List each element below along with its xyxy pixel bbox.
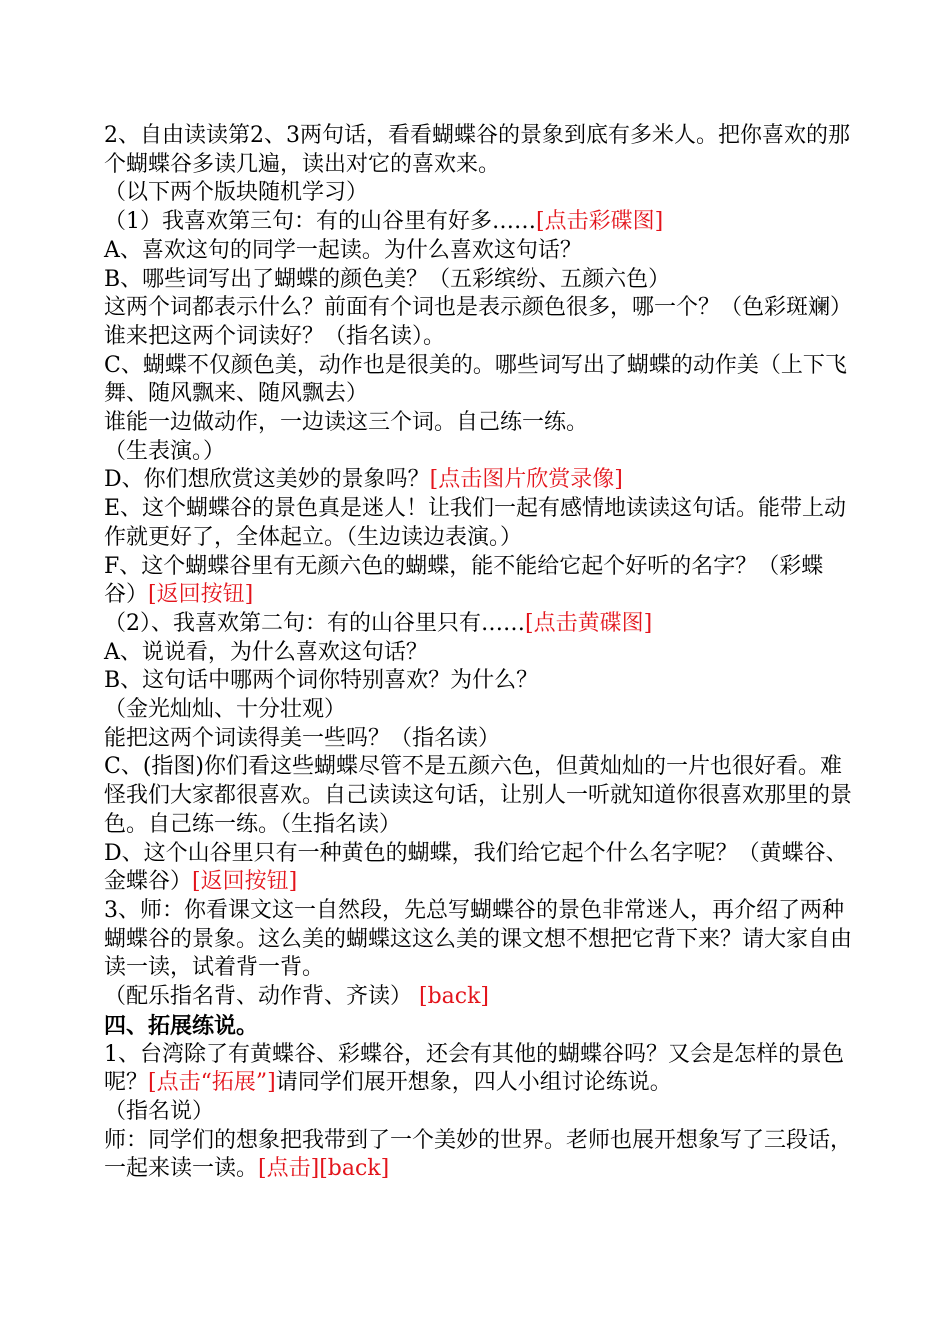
text-run: 能把这两个词读得美一些吗？（指名读） [104,725,501,751]
text-run: （1）我喜欢第三句：有的山谷里有好多…… [104,209,536,235]
paragraph [104,725,852,754]
paragraph [104,753,852,839]
paragraph [104,352,852,409]
paragraph [104,610,852,639]
text-run: 请同学们展开想象，四人小组讨论练说。 [275,1070,672,1096]
text-run: B、这句话中哪两个词你特别喜欢？为什么？ [104,668,539,694]
document-body [104,122,852,1184]
paragraph [104,179,852,208]
text-run: 师：同学们的想象把我带到了一个美妙的世界。老师也展开想象写了三段话，一起来读一读。 [104,1127,853,1182]
hyperlink-marker[interactable]: [点击] [258,1156,320,1182]
paragraph [104,1098,852,1127]
paragraph [104,323,852,352]
text-run: 四、拓展练说。 [104,1012,259,1039]
text-run: （指名说） [104,1098,215,1124]
paragraph [104,409,852,438]
text-run: B、哪些词写出了蝴蝶的颜色美？（五彩缤纷、五颜六色） [104,266,671,292]
text-run: C、蝴蝶不仅颜色美，动作也是很美的。哪些词写出了蝴蝶的动作美（上下飞舞、随风飘来、随风飘去） [104,352,847,407]
text-run: C、(指图)你们看这些蝴蝶尽管不是五颜六色，但黄灿灿的一片也很好看。难怪我们大家都很喜欢。自己读读这句话，让别人一听就知道你很喜欢那里的景色。自己练一练。（生指名读） [104,754,853,837]
text-run: 2、自由读读第2、3两句话，看看蝴蝶谷的景象到底有多米人。把你喜欢的那个蝴蝶谷多读几遍，读出对它的喜欢来。 [104,123,850,177]
paragraph [104,208,852,237]
text-run: A、喜欢这句的同学一起读。为什么喜欢这句话？ [104,237,582,263]
paragraph [104,983,852,1012]
section-heading [104,1012,852,1041]
text-run: 这两个词都表示什么？前面有个词也是表示颜色很多，哪一个？（色彩斑斓） [104,295,853,321]
paragraph [104,553,852,610]
paragraph [104,237,852,266]
text-run: F、这个蝴蝶谷里有无颜六色的蝴蝶，能不能给它起个好听的名字？（彩蝶谷） [104,553,824,608]
paragraph [104,840,852,897]
hyperlink-marker[interactable]: [返回按钮] [192,869,298,895]
hyperlink-marker[interactable]: [点击黄碟图] [525,610,653,636]
hyperlink-marker[interactable]: [back] [319,1156,390,1182]
text-run: （配乐指名背、动作背、齐读） [104,984,419,1010]
paragraph [104,495,852,552]
text-run: E、这个蝴蝶谷的景色真是迷人！让我们一起有感情地读读这句话。能带上动作就更好了，全体起立。（生边读边表演。） [104,496,847,550]
hyperlink-marker[interactable]: [点击图片欣赏录像] [429,467,623,493]
text-run: （2）、我喜欢第二句：有的山谷里只有…… [104,610,525,636]
text-run: D、你们想欣赏这美妙的景象吗？ [104,467,430,493]
hyperlink-marker[interactable]: [返回按钮] [148,582,254,608]
paragraph [104,438,852,467]
text-run: D、这个山谷里只有一种黄色的蝴蝶，我们给它起个什么名字呢？（黄蝶谷、金蝶谷） [104,840,848,895]
text-run: 3、师：你看课文这一自然段，先总写蝴蝶谷的景色非常迷人，再介绍了两种蝴蝶谷的景象。这么美的蝴蝶这这么美的课文想不想把它背下来？请大家自由读一读，试着背一背。 [104,897,853,981]
paragraph [104,1041,852,1098]
paragraph [104,466,852,495]
text-run: 谁能一边做动作，一边读这三个词。自己练一练。 [104,410,589,436]
paragraph [104,1127,852,1184]
text-run: A、说说看，为什么喜欢这句话？ [104,639,428,665]
paragraph [104,266,852,295]
paragraph [104,639,852,668]
hyperlink-marker[interactable]: [back] [419,984,490,1010]
text-run: （生表演。） [104,438,226,464]
text-run: 1、台湾除了有黄蝶谷、彩蝶谷，还会有其他的蝴蝶谷吗？又会是怎样的景色呢？ [104,1041,844,1096]
paragraph [104,897,852,983]
hyperlink-marker[interactable]: [点击“拓展”] [148,1070,276,1096]
text-run: 谁来把这两个词读好？（指名读）。 [104,323,446,349]
text-run: （以下两个版块随机学习） [104,180,369,206]
paragraph [104,294,852,323]
paragraph [104,667,852,696]
paragraph [104,122,852,179]
paragraph [104,696,852,725]
text-run: （金光灿灿、十分壮观） [104,697,347,723]
hyperlink-marker[interactable]: [点击彩碟图] [536,209,664,235]
